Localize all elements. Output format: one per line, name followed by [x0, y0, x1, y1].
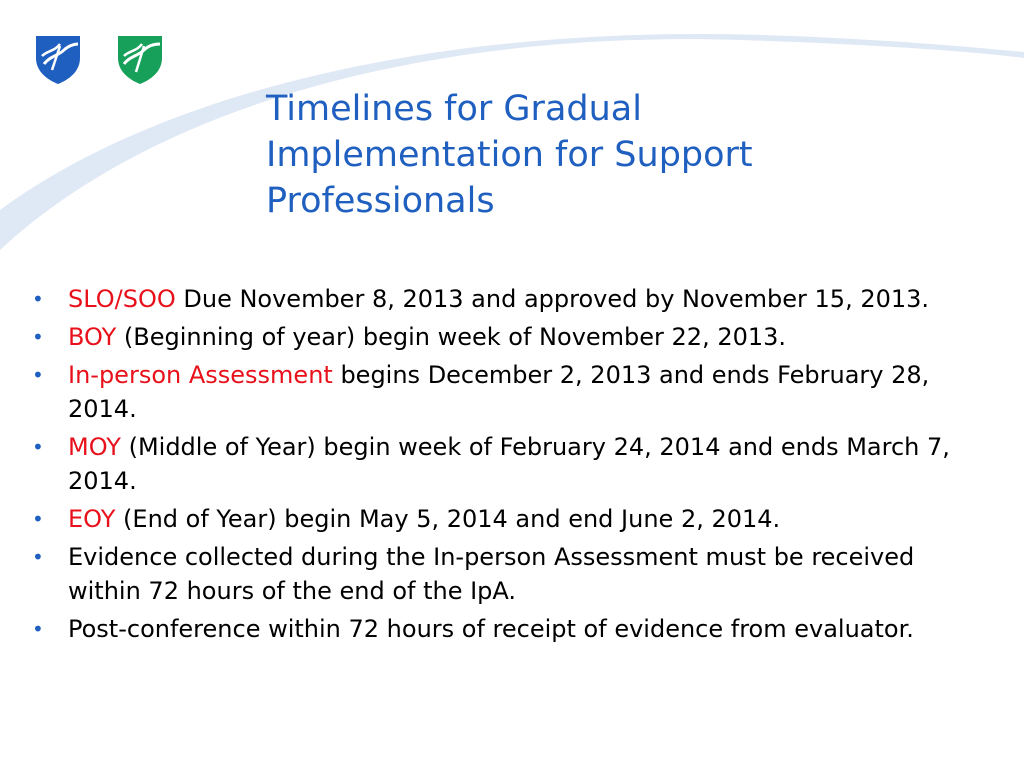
- bullet-icon: •: [32, 435, 44, 459]
- bullet-term: EOY: [68, 505, 116, 533]
- bullet-item: [30, 540, 990, 608]
- title-line: Implementation for Support: [266, 135, 753, 175]
- bullet-text: Due November 8, 2013 and approved by November 15, 2013.: [175, 285, 930, 313]
- bullet-item: [30, 430, 990, 498]
- bullet-icon: •: [32, 287, 44, 311]
- bullet-text: begins December 2, 2013 and ends February 28, 2014.: [68, 361, 930, 423]
- bullet-text: (End of Year) begin May 5, 2014 and end June 2, 2014.: [115, 505, 781, 533]
- bullet-term: BOY: [68, 323, 117, 351]
- bullet-item: [30, 612, 990, 646]
- bullet-icon: •: [32, 617, 44, 641]
- bullet-text: (Middle of Year) begin week of February 24, 2014 and ends March 7, 2014.: [68, 433, 950, 495]
- bullet-term: MOY: [68, 433, 121, 461]
- bullet-item: [30, 358, 990, 426]
- bullet-item: [30, 502, 990, 536]
- bullet-icon: •: [32, 545, 44, 569]
- bullet-term: In-person Assessment: [68, 361, 333, 389]
- rift-logo: [30, 30, 86, 86]
- bullet-term: SLO/SOO: [68, 285, 176, 313]
- title-line: Timelines for Gradual: [266, 89, 642, 129]
- slide-title: [266, 86, 966, 224]
- aft-logo: [112, 30, 168, 86]
- bullet-icon: •: [32, 363, 44, 387]
- bullet-icon: •: [32, 325, 44, 349]
- bullet-list: [30, 282, 990, 650]
- bullet-text: (Beginning of year) begin week of November 22, 2013.: [116, 323, 787, 351]
- bullet-text: Post-conference within 72 hours of receipt of evidence from evaluator.: [68, 615, 914, 643]
- bullet-item: [30, 320, 990, 354]
- bullet-icon: •: [32, 507, 44, 531]
- bullet-item: [30, 282, 990, 316]
- bullet-text: Evidence collected during the In-person Assessment must be received within 72 hours of the end of the IpA.: [68, 543, 915, 605]
- title-line: Professionals: [266, 181, 495, 221]
